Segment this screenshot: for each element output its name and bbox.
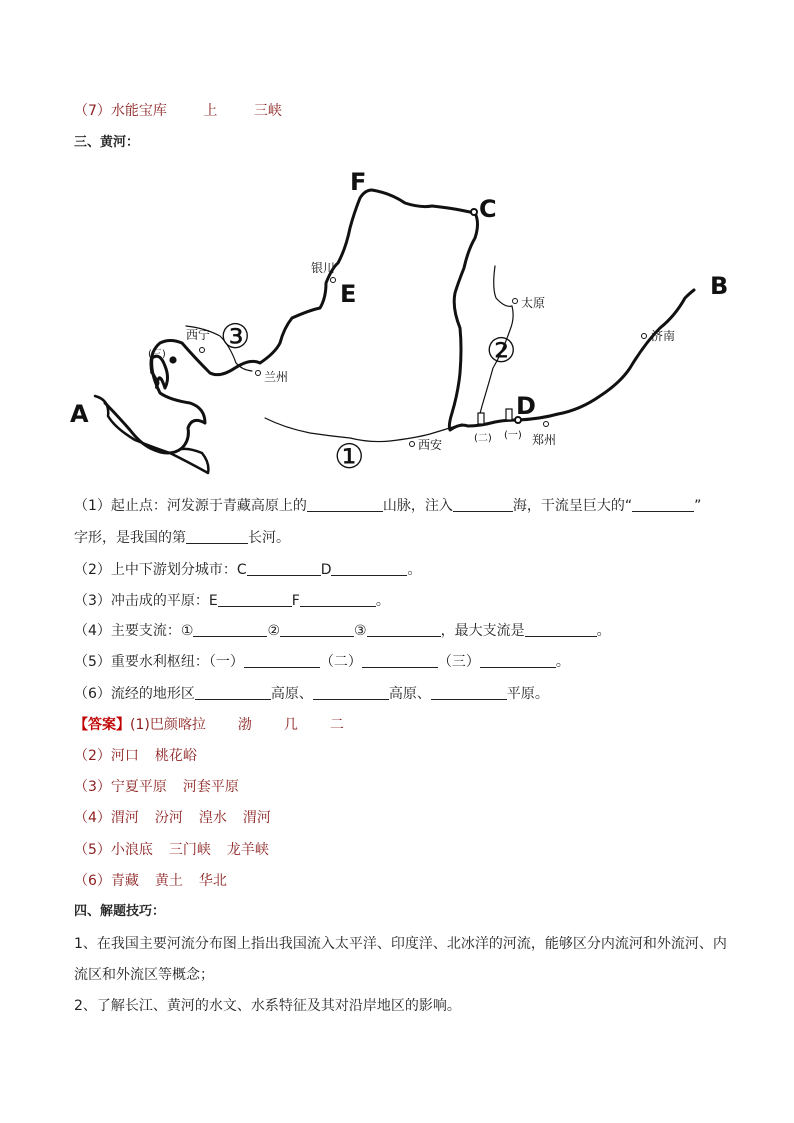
answer-item: 宁夏平原 [110, 779, 167, 795]
label-dam-3: (三) [148, 349, 166, 360]
answer-item: 几 [283, 717, 298, 733]
answer-item: 青藏 [110, 873, 139, 889]
q1-text-b: 山脉，注入 [382, 498, 453, 514]
question-1-line2 [74, 528, 290, 548]
question-5 [74, 652, 570, 672]
answer-item: 华北 [198, 873, 227, 889]
question-1-line1 [74, 496, 701, 516]
label-lanzhou: 兰州 [264, 370, 289, 384]
label-tributary-1: ① [334, 437, 365, 477]
answer-label: (1) [130, 717, 150, 733]
q6-text-a: （6）流经的地形区 [74, 686, 195, 702]
label-tributary-2: ② [486, 331, 517, 371]
q5-text-b: （二） [319, 654, 362, 670]
answer-item: 小浪底 [110, 842, 153, 858]
left-coast-line [95, 396, 208, 473]
answer-item: 黄土 [154, 873, 183, 889]
q4-blank-4[interactable] [525, 622, 597, 637]
q6-text-d: 平原。 [506, 686, 549, 702]
label-point-d: D [516, 392, 536, 420]
q2-blank-2[interactable] [331, 561, 407, 576]
point-marker-c [471, 209, 477, 215]
answer-row-5 [74, 840, 269, 860]
q1-text-e: 字形，是我国的第 [74, 530, 186, 546]
label-point-e: E [340, 280, 357, 308]
q5-blank-1[interactable] [244, 653, 320, 668]
answer-label: （6） [74, 873, 111, 889]
city-dot-xian [410, 442, 415, 447]
answer-row-4 [74, 808, 271, 828]
answer-row-6 [74, 871, 227, 891]
q1-text-f: 长河。 [248, 530, 290, 546]
answer-item: 三门峡 [168, 842, 211, 858]
city-dot-xining [200, 348, 205, 353]
question-6 [74, 684, 549, 704]
q3-blank-2[interactable] [300, 592, 376, 607]
q5-blank-2[interactable] [362, 653, 438, 668]
label-point-a: A [70, 400, 89, 428]
answer-item: 渭河 [242, 810, 271, 826]
label-dam-1: (一) [504, 430, 522, 441]
answer-item: 二 [329, 717, 344, 733]
main-river-line [105, 190, 694, 453]
q3-text-c: 。 [375, 593, 390, 609]
section4-paragraph-1a: 1、在我国主要河流分布图上指出我国流入太平洋、印度洋、北冰洋的河流，能够区分内流河和外流河、内 [74, 936, 727, 952]
city-dot-jinan [642, 334, 647, 339]
answer-item: 河口 [110, 748, 139, 764]
section3-title: 三、黄河： [74, 135, 140, 150]
answer-item: 龙羊峡 [226, 842, 269, 858]
q5-text-a: （5）重要水利枢纽：（一） [74, 654, 244, 670]
label-taiyuan: 太原 [521, 296, 546, 310]
q4-blank-1[interactable] [193, 622, 267, 637]
city-dot-yinchuan [331, 278, 336, 283]
q2-text-b: D [320, 562, 332, 578]
answer-label: （3） [74, 779, 111, 795]
q5-blank-3[interactable] [480, 653, 556, 668]
city-dot-lanzhou [256, 371, 261, 376]
q3-text-a: （3）冲击成的平原：E [74, 593, 218, 609]
q1-blank-4[interactable] [186, 529, 248, 544]
label-yinchuan: 银川 [311, 261, 336, 275]
q6-text-c: 高原、 [388, 686, 431, 702]
answer-item: 湟水 [198, 810, 227, 826]
q6-text-b: 高原、 [270, 686, 313, 702]
answer-tag: 【答案】 [74, 717, 130, 733]
label-zhengzhou: 郑州 [532, 433, 557, 447]
q2-text-c: 。 [407, 562, 422, 578]
q3-text-b: F [291, 593, 300, 609]
label-point-f: F [350, 168, 367, 196]
q4-text-b: ② [267, 623, 281, 639]
answer-row-1 [74, 715, 344, 735]
q1-text-a: （1）起止点：河发源于青藏高原上的 [74, 498, 307, 514]
q2-text-a: （2）上中下游划分城市：C [74, 562, 247, 578]
label-tributary-3: ③ [220, 317, 251, 357]
prev-answer-item: 上 [203, 103, 218, 119]
answer-label: （2） [74, 748, 111, 764]
q4-text-a: （4）主要支流：① [74, 623, 194, 639]
question-3 [74, 591, 390, 611]
q4-text-e: 。 [596, 623, 611, 639]
answer-item: 桃花峪 [154, 748, 197, 764]
answer-item: 河套平原 [182, 779, 239, 795]
city-dot-taiyuan [513, 299, 518, 304]
label-dam-2: (二) [474, 433, 492, 444]
dam-1-marker [506, 409, 512, 420]
q1-blank-3[interactable] [632, 497, 694, 512]
dam-2-marker [478, 413, 484, 424]
prev-answer-item: 三峡 [253, 103, 282, 119]
label-point-b: B [710, 272, 729, 300]
prev-answer-line [74, 101, 282, 121]
answer-row-2 [74, 746, 197, 766]
q4-blank-3[interactable] [367, 622, 441, 637]
q5-text-c: （三） [437, 654, 480, 670]
q4-text-d: ，最大支流是 [440, 623, 525, 639]
q6-blank-3[interactable] [431, 685, 507, 700]
dam-3-marker [170, 357, 176, 363]
answer-item: 渭河 [110, 810, 139, 826]
answer-item: 渤 [237, 717, 252, 733]
section4-paragraph-1b: 流区和外流区等概念； [74, 967, 214, 983]
q1-blank-1[interactable] [307, 497, 383, 512]
label-jinan: 济南 [651, 329, 676, 343]
prev-answer-label: （7）水能宝库 [74, 103, 167, 119]
city-dot-zhengzhou [544, 422, 549, 427]
label-point-c: C [479, 195, 497, 223]
section4-paragraph-2: 2、了解长江、黄河的水文、水系特征及其对沿岸地区的影响。 [74, 998, 461, 1014]
q6-blank-1[interactable] [195, 685, 271, 700]
q2-blank-1[interactable] [247, 561, 321, 576]
answer-label: （4） [74, 810, 111, 826]
section4-title: 四、解题技巧： [74, 904, 166, 919]
q4-blank-2[interactable] [280, 622, 354, 637]
answer-row-3 [74, 777, 239, 797]
q3-blank-1[interactable] [218, 592, 292, 607]
answer-label: （5） [74, 842, 111, 858]
answer-item: 巴颜喀拉 [149, 717, 206, 733]
label-xian: 西安 [418, 438, 443, 452]
q1-blank-2[interactable] [453, 497, 513, 512]
q5-text-d: 。 [555, 654, 570, 670]
label-xining: 西宁 [186, 328, 211, 342]
q1-text-c: 海，干流呈巨大的“ [512, 498, 633, 514]
answer-item: 汾河 [154, 810, 183, 826]
q4-text-c: ③ [354, 623, 367, 639]
question-2 [74, 560, 421, 580]
yellow-river-map [70, 168, 740, 488]
question-4 [74, 621, 611, 641]
q6-blank-2[interactable] [313, 685, 389, 700]
q1-text-d: ” [694, 498, 702, 514]
city-dots [200, 209, 647, 447]
